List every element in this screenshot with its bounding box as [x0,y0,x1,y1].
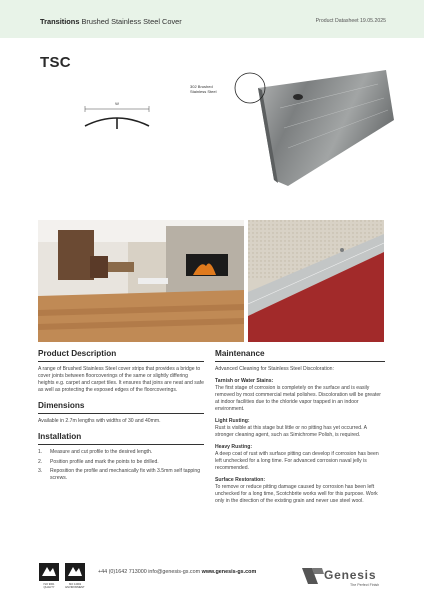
installation-heading: Installation [38,432,204,445]
product-code: TSC [40,54,71,71]
header-band [0,0,424,38]
genesis-logo-icon [300,564,326,588]
maintenance-text: To remove or reduce pitting damage caused by corrosion has been left unchecked for a long time, Scotchbrite works well for this purpose. Work only in the direction of the existing grain and never use steel wool. [215,484,378,504]
screw-hole [293,94,303,100]
installation-steps [38,449,204,482]
room-photo [38,220,244,342]
material-callout: 302 Brushed Stainless Steel [190,84,217,94]
iso-quality-badge: ISO 9001 QUALITY [38,562,60,590]
maintenance-subheading: Surface Restoration: [215,477,266,483]
maintenance-text: The first stage of corrosion is completely on the surface and is easily removed by most commercial metal polishes. Discoloration will be greater at indoor facilities due to the chloride vapor trapped in an indoor environment. [215,385,381,412]
datasheet-date: Product Datasheet 19.05.2025 [315,18,386,24]
product-image [218,68,398,188]
iso-environment-badge: ISO 14001 ENVIRONMENT [64,562,86,590]
certification-icon [38,562,60,582]
genesis-logo: Genesis The Perfect Finish [300,562,390,592]
product-description-text: A range of Brushed Stainless Steel cover strips that provides a bridge to cover joints between floorcoverings of the same or slightly differing heights e.g. carpet and carpet tiles. It ensures that joins are neat and safe as well as protecting the exposed edges of the floorcoverings. [38,366,204,393]
right-column [215,349,385,505]
maintenance-text: A deep coat of rust with surface pitting can develop if corrosion has been left unchecked for a long time. For advanced corrosion naval jelly is recommended. [215,451,379,471]
maintenance-subheading: Light Rusting: [215,418,250,424]
product-description-heading: Product Description [38,349,204,362]
maintenance-subheading: Tarnish or Water Stains: [215,378,274,384]
dimensions-heading: Dimensions [38,401,204,414]
maintenance-heading: Maintenance [215,349,385,362]
carpet-transition-photo [248,220,384,342]
profile-cross-section-drawing [82,100,152,130]
maintenance-intro: Advanced Cleaning for Stainless Steel Discoloration: [215,366,334,372]
width-label: W [115,101,119,106]
footer [0,558,424,600]
left-column [38,349,204,485]
datasheet-title: Transitions Brushed Stainless Steel Cover [40,17,182,26]
maintenance-subheading: Heavy Rusting: [215,444,253,450]
dimensions-text: Available in 2.7m lengths with widths of 30 and 40mm. [38,418,161,424]
installation-step: 2. Position profile and mark the points to be drilled. [38,458,159,465]
maintenance-text: Rust is visible at this stage but little or no pitting has yet occurred. A stronger cleaning agent, such as Simichrome Polish, is required. [215,425,367,438]
website-link[interactable]: www.genesis-gs.com [201,569,257,575]
certification-icon [64,562,86,582]
contact-details: +44 (0)1642 713000 info@genesis-gs.com www.genesis-gs.com [98,569,257,575]
installation-step: 3. Reposition the profile and mechanically fix with 3.5mm self tapping screws. [38,468,201,481]
installation-step: 1. Measure and cut profile to the desired length. [38,449,153,455]
